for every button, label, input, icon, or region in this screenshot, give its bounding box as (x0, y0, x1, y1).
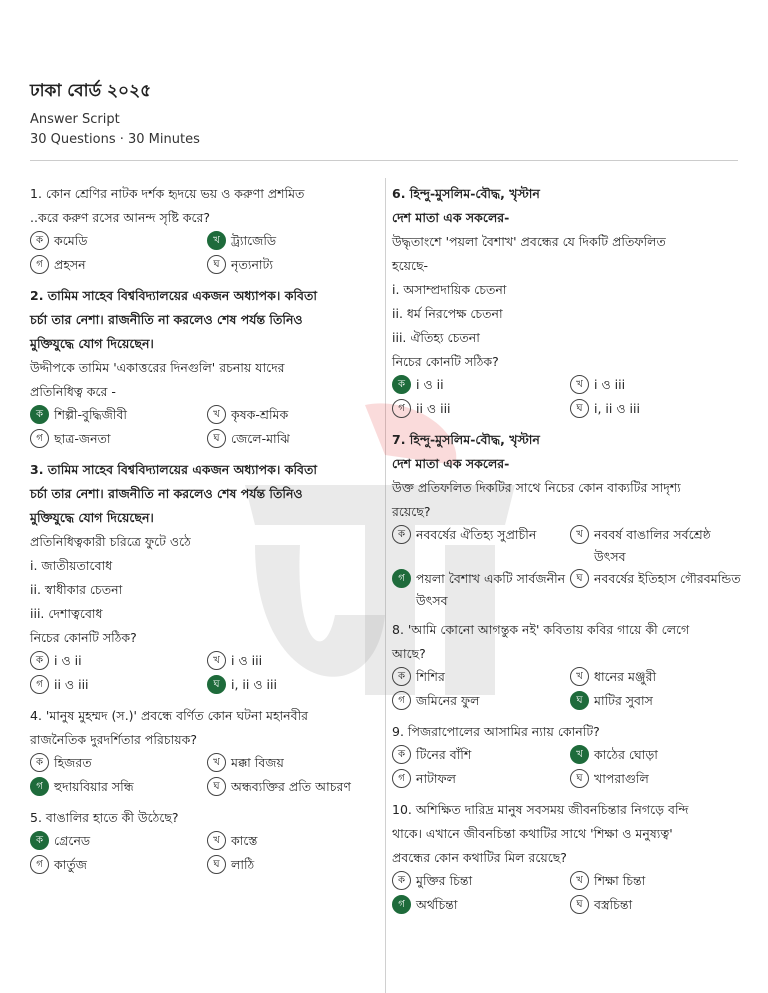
correct-option-badge: খ (207, 231, 226, 250)
question-block (392, 720, 744, 792)
option-text: শিশির (416, 669, 445, 684)
page-header (30, 78, 200, 150)
answer-option[interactable] (207, 854, 380, 878)
answer-option[interactable] (207, 254, 380, 278)
option-badge: গ (30, 675, 49, 694)
option-text: গ্রেনেড (54, 833, 91, 848)
header-divider (30, 160, 738, 161)
answer-option[interactable] (30, 752, 203, 776)
answer-option[interactable] (207, 230, 380, 254)
question-text-line: 1. কোন শ্রেণির নাটক দর্শক হৃদয়ে ভয় ও করুণা প্রশমিত (30, 186, 305, 201)
question-text-line: দেশ মাতা এক সকলের- (392, 210, 510, 225)
page-title: ঢাকা বোর্ড ২০২৫ (30, 81, 152, 101)
question-text-line: চর্চা তার নেশা। রাজনীতি না করলেও শেষ পর্যন্ত তিনিও (30, 486, 303, 501)
answer-option[interactable] (570, 568, 744, 612)
option-text: কৃষক-শ্রমিক (231, 407, 289, 422)
option-text: বস্ত্রচিন্তা (594, 897, 633, 912)
option-badge: গ (392, 399, 411, 418)
option-badge: গ (30, 429, 49, 448)
option-text: পয়লা বৈশাখ একটি সার্বজনীন উৎসব (416, 571, 566, 608)
option-badge: ঘ (207, 255, 226, 274)
option-text: টিনের বাঁশি (416, 747, 472, 762)
answer-option[interactable] (570, 894, 744, 918)
answer-option[interactable] (392, 894, 566, 918)
question-block (392, 618, 744, 714)
option-text: ট্র্যাজেডি (231, 233, 277, 248)
question-text-line: 10. অশিক্ষিত দারিদ্র মানুষ সবসময় জীবনচিন্তার নিগড়ে বন্দি (392, 802, 689, 817)
question-text-line: 9. পিজরাপোলের আসামির ন্যায় কোনটি? (392, 724, 600, 739)
option-text: মুক্তির চিন্তা (416, 873, 473, 888)
option-text: i ও iii (594, 377, 626, 392)
question-text-line: 4. 'মানুষ মুহম্মদ (স.)' প্রবন্ধে বর্ণিত কোন ঘটনা মহানবীর (30, 708, 309, 723)
question-text-line: মুক্তিযুদ্ধে যোগ দিয়েছেন। (30, 336, 154, 351)
option-badge: গ (30, 255, 49, 274)
option-badge: ঘ (570, 569, 589, 588)
answer-option[interactable] (30, 650, 203, 674)
option-badge: খ (570, 375, 589, 394)
answer-option[interactable] (570, 744, 744, 768)
question-text-line: মুক্তিযুদ্ধে যোগ দিয়েছেন। (30, 510, 154, 525)
question-text-line: প্রবন্ধের কোন কথাটির মিল রয়েছে? (392, 850, 567, 865)
question-text-line: ..করে করুণ রসের আনন্দ সৃষ্টি করে? (30, 210, 211, 225)
option-badge: খ (207, 831, 226, 850)
option-badge: খ (570, 525, 589, 544)
question-text-line: নিচের কোনটি সঠিক? (392, 354, 499, 369)
option-text: ধানের মঞ্জুরী (594, 669, 657, 684)
question-text-line: 8. 'আমি কোনো আগন্তুক নই' কবিতায় কবির গায়ে কী লেগে (392, 622, 690, 637)
question-text-line: 3. তামিম সাহেব বিশ্ববিদ্যালয়ের একজন অধ্যাপক। কবিতা (30, 462, 318, 477)
question-text-line: iii. দেশাত্ববোধ (30, 606, 103, 621)
answer-option[interactable] (570, 768, 744, 792)
left-column (30, 182, 380, 884)
question-text-line: আছে? (392, 646, 426, 661)
question-block (30, 458, 380, 698)
options-grid (30, 830, 380, 878)
option-badge: গ (392, 769, 411, 788)
option-text: i ও iii (231, 653, 263, 668)
exam-meta: 30 Questions · 30 Minutes (30, 132, 200, 147)
option-badge: ক (392, 745, 411, 764)
question-text-line: iii. ঐতিহ্য চেতনা (392, 330, 480, 345)
answer-option[interactable] (392, 666, 566, 690)
question-text-line: 6. হিন্দু-মুসলিম-বৌদ্ধ, খৃস্টান (392, 186, 540, 201)
option-text: নববর্ষ বাঙালির সর্বশ্রেষ্ঠ উৎসব (594, 527, 711, 564)
correct-option-badge: ক (392, 375, 411, 394)
answer-option[interactable] (30, 776, 203, 800)
option-text: শিক্ষা চিন্তা (594, 873, 646, 888)
question-block (392, 798, 744, 918)
options-grid (30, 404, 380, 452)
option-text: শিল্পী-বুদ্ধিজীবী (54, 407, 127, 422)
option-text: কাস্তে (231, 833, 258, 848)
option-badge: ঘ (570, 769, 589, 788)
option-badge: ঘ (570, 399, 589, 418)
option-badge: ক (392, 525, 411, 544)
option-text: হিজরত (54, 755, 92, 770)
answer-option[interactable] (392, 768, 566, 792)
option-text: নববর্ষের ঐতিহ্য সুপ্রাচীন (416, 527, 537, 542)
correct-option-badge: ঘ (570, 691, 589, 710)
option-badge: ক (392, 871, 411, 890)
options-grid (392, 374, 744, 422)
option-text: ii ও iii (54, 677, 89, 692)
option-text: মক্কা বিজয় (231, 755, 284, 770)
question-block (30, 704, 380, 800)
answer-option[interactable] (392, 374, 566, 398)
option-text: খাপরাগুলি (594, 771, 649, 786)
correct-option-badge: গ (392, 569, 411, 588)
question-text-line: রয়েছে? (392, 504, 431, 519)
option-badge: ক (30, 651, 49, 670)
option-text: জেলে-মাঝি (231, 431, 290, 446)
answer-option[interactable] (207, 404, 380, 428)
correct-option-badge: গ (30, 777, 49, 796)
answer-option[interactable] (207, 752, 380, 776)
question-text-line: 2. তামিম সাহেব বিশ্ববিদ্যালয়ের একজন অধ্যাপক। কবিতা (30, 288, 318, 303)
answer-option[interactable] (207, 428, 380, 452)
option-text: অন্ধব্যক্তির প্রতি আচরণ (231, 779, 351, 794)
correct-option-badge: ক (30, 831, 49, 850)
options-grid (30, 650, 380, 698)
answer-option[interactable] (30, 230, 203, 254)
option-badge: ঘ (570, 895, 589, 914)
answer-option[interactable] (30, 674, 203, 698)
question-text-line: চর্চা তার নেশা। রাজনীতি না করলেও শেষ পর্যন্ত তিনিও (30, 312, 303, 327)
question-text-line: i. জাতীয়তাবোধ (30, 558, 113, 573)
question-text-line: উদ্ধৃতাংশে 'পয়লা বৈশাখ' প্রবন্ধের যে দিকটি প্রতিফলিত (392, 234, 666, 249)
answer-option[interactable] (392, 524, 566, 568)
option-badge: ক (30, 753, 49, 772)
option-text: i, ii ও iii (231, 677, 277, 692)
option-badge: খ (570, 871, 589, 890)
option-text: ii ও iii (416, 401, 451, 416)
option-text: কার্তুজ (54, 857, 87, 872)
answer-option[interactable] (392, 870, 566, 894)
question-text-line: রাজনৈতিক দুরদর্শিতার পরিচায়ক? (30, 732, 197, 747)
answer-option[interactable] (30, 830, 203, 854)
answer-option[interactable] (207, 830, 380, 854)
option-text: জমিনের ফুল (416, 693, 480, 708)
option-text: নৃত্যনাট্য (231, 257, 273, 272)
answer-option[interactable] (392, 568, 566, 612)
answer-option[interactable] (570, 870, 744, 894)
question-text-line: ii. ধর্ম নিরপেক্ষ চেতনা (392, 306, 503, 321)
answer-option[interactable] (392, 690, 566, 714)
question-block (30, 182, 380, 278)
answer-option[interactable] (30, 254, 203, 278)
option-text: i ও ii (54, 653, 82, 668)
option-badge: খ (207, 651, 226, 670)
question-text-line: 7. হিন্দু-মুসলিম-বৌদ্ধ, খৃস্টান (392, 432, 540, 447)
question-block (392, 428, 744, 612)
answer-option[interactable] (392, 398, 566, 422)
option-badge: গ (392, 691, 411, 710)
question-text-line: উদ্দীপকে তামিম 'একাত্তরের দিনগুলি' রচনায় যাদের (30, 360, 285, 375)
question-text-line: 5. বাঙালির হাতে কী উঠেছে? (30, 810, 179, 825)
option-badge: খ (207, 753, 226, 772)
option-text: হুদায়বিয়ার সন্ধি (54, 779, 134, 794)
options-grid (392, 744, 744, 792)
option-text: নাটাফল (416, 771, 456, 786)
correct-option-badge: খ (570, 745, 589, 764)
answer-option[interactable] (207, 674, 380, 698)
answer-option[interactable] (392, 744, 566, 768)
answer-option[interactable] (570, 666, 744, 690)
question-text-line: থাকে। এখানে জীবনচিন্তা কথাটির সাথে 'শিক্ষা ও মনুষ্যত্ব' (392, 826, 673, 841)
option-badge: ক (30, 231, 49, 250)
answer-option[interactable] (30, 404, 203, 428)
question-text-line: প্রতিনিধিত্ব করে - (30, 384, 116, 399)
option-badge: ক (392, 667, 411, 686)
option-text: কমেডি (54, 233, 88, 248)
question-text-line: প্রতিনিধিত্বকারী চরিত্রে ফুটে ওঠে (30, 534, 191, 549)
option-text: নববর্ষের ইতিহাস গৌরবমন্ডিত (594, 571, 741, 586)
answer-option[interactable] (570, 374, 744, 398)
question-text-line: হয়েছে- (392, 258, 429, 273)
option-text: কাঠের ঘোড়া (594, 747, 658, 762)
question-block (30, 284, 380, 452)
option-badge: খ (207, 405, 226, 424)
options-grid (392, 524, 744, 612)
column-divider (385, 178, 386, 993)
question-text-line: নিচের কোনটি সঠিক? (30, 630, 137, 645)
options-grid (30, 230, 380, 278)
question-text-line: উক্ত প্রতিফলিত দিকটির সাথে নিচের কোন বাক্যটির সাদৃশ্য (392, 480, 681, 495)
option-text: ছাত্র-জনতা (54, 431, 111, 446)
option-text: i, ii ও iii (594, 401, 640, 416)
options-grid (392, 666, 744, 714)
question-block (30, 806, 380, 878)
page-subtitle: Answer Script (30, 112, 120, 127)
options-grid (30, 752, 380, 800)
options-grid (392, 870, 744, 918)
question-text-line: i. অসাম্প্রদায়িক চেতনা (392, 282, 507, 297)
answer-option[interactable] (30, 428, 203, 452)
option-badge: গ (30, 855, 49, 874)
answer-option[interactable] (30, 854, 203, 878)
answer-option[interactable] (570, 690, 744, 714)
answer-option[interactable] (207, 776, 380, 800)
question-text-line: দেশ মাতা এক সকলের- (392, 456, 510, 471)
option-text: অর্থচিন্তা (416, 897, 458, 912)
correct-option-badge: ঘ (207, 675, 226, 694)
right-column (392, 182, 744, 924)
option-text: প্রহসন (54, 257, 86, 272)
correct-option-badge: গ (392, 895, 411, 914)
option-text: মাটির সুবাস (594, 693, 653, 708)
option-text: লাঠি (231, 857, 255, 872)
option-text: i ও ii (416, 377, 444, 392)
option-badge: ঘ (207, 855, 226, 874)
option-badge: ঘ (207, 777, 226, 796)
answer-option[interactable] (570, 398, 744, 422)
option-badge: ঘ (207, 429, 226, 448)
question-text-line: ii. স্বাধীকার চেতনা (30, 582, 123, 597)
correct-option-badge: ক (30, 405, 49, 424)
option-badge: খ (570, 667, 589, 686)
question-block (392, 182, 744, 422)
answer-option[interactable] (207, 650, 380, 674)
answer-option[interactable] (570, 524, 744, 568)
